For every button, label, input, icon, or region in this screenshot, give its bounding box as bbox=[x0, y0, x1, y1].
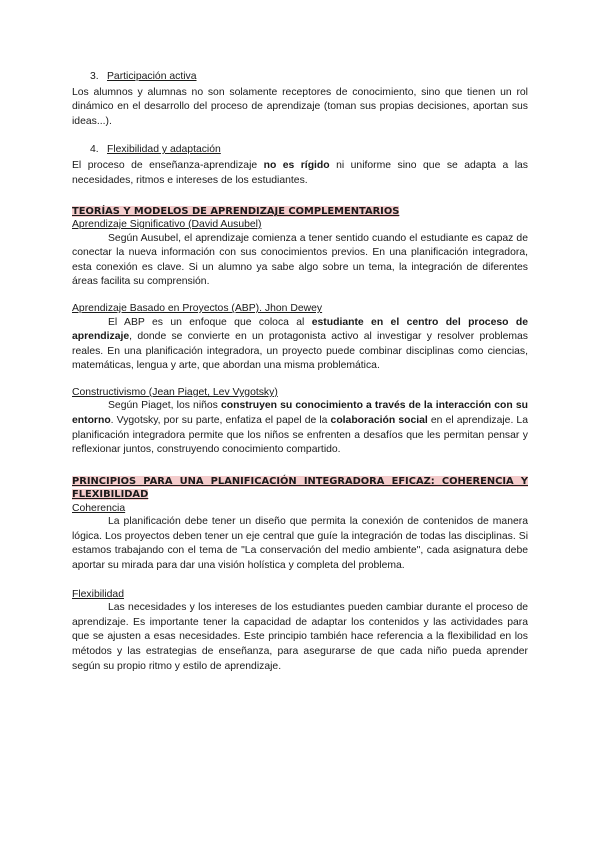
subtitle-constructivismo: Constructivismo (Jean Piaget, Lev Vygotsky) bbox=[72, 386, 278, 398]
list-item-participacion bbox=[72, 70, 528, 85]
bold-text: no es rígido bbox=[263, 159, 330, 171]
list-item-title: Participación activa bbox=[107, 71, 197, 82]
subtitle-coherencia: Coherencia bbox=[72, 502, 126, 514]
list-number: 4. bbox=[90, 144, 99, 156]
paragraph-abp: El ABP es un enfoque que coloca al estudiante en el centro del proceso de aprendizaje, donde se convierte en un protagonista activo al investigar y resolver problemas reales. En una planificación integradora, un proyecto puede combinar disciplinas como ciencias, matemáticas, lengua y arte, que abordan una misma problemática. bbox=[72, 316, 528, 372]
subtitle-abp: Aprendizaje Basado en Proyectos (ABP). Jhon Dewey bbox=[72, 303, 323, 315]
subtitle-flexibilidad: Flexibilidad bbox=[72, 588, 124, 600]
paragraph-ausubel: Según Ausubel, el aprendizaje comienza a tener sentido cuando el estudiante es capaz de conectar la nueva información con sus conocimientos previos. En una planificación integradora, esta conexión es clave. Si un alumno ya sabe algo sobre un tema, la integración de diferentes áreas facilita su comprensión. bbox=[72, 232, 528, 288]
list-item-flexibilidad bbox=[72, 143, 528, 158]
section-title-teorias: TEORÍAS Y MODELOS DE APRENDIZAJE COMPLEMENTARIOS bbox=[72, 206, 400, 218]
list-number: 3. bbox=[90, 71, 99, 82]
list-item-title: Flexibilidad y adaptación bbox=[107, 144, 221, 156]
paragraph-flexibilidad: Las necesidades y los intereses de los estudiantes pueden cambiar durante el proceso de aprendizaje. Es importante tener la capacidad de adaptar los contenidos y las actividades para que se ajusten a esas necesidades. Este principio también hace referencia a la flexibilidad en los métodos y las estrategias de enseñanza, para asegurarse de que cada niño pueda aprender según su propio ritmo y estilo de aprendizaje. bbox=[72, 602, 528, 672]
paragraph-coherencia: La planificación debe tener un diseño que permita la conexión de contenidos de manera lógica. Los proyectos deben tener un eje central que guíe la integración de todas las disciplinas. Si estamos trabajando con el tema de "La conservación del medio ambiente", cada asignatura debe aportar su mirada para dar una visión holística y completa del problema. bbox=[72, 516, 528, 572]
section-title-principios: PRINCIPIOS PARA UNA PLANIFICACIÓN INTEGRADORA EFICAZ: COHERENCIA Y FLEXIBILIDAD bbox=[72, 475, 528, 501]
bold-text: colaboración social bbox=[330, 415, 428, 426]
paragraph-flexibilidad-adaptacion: El proceso de enseñanza-aprendizaje no es rígido ni uniforme sino que se adapta a las necesidades, ritmos e intereses de los estudiantes. bbox=[72, 159, 528, 186]
paragraph-participacion: Los alumnos y alumnas no son solamente receptores de conocimiento, sino que tienen un rol dinámico en el desarrollo del proceso de aprendizaje (toman sus propias decisiones, aportan sus ideas...). bbox=[72, 86, 528, 127]
subtitle-ausubel: Aprendizaje Significativo (David Ausubel) bbox=[72, 219, 262, 231]
paragraph-constructivismo: Según Piaget, los niños construyen su conocimiento a través de la interacción con su entorno. Vygotsky, por su parte, enfatiza el papel de la colaboración social en el aprendizaje. La planificación integradora permite que los niños se enfrenten a desafíos que les permitan pensar y reflexionar juntos, construyendo conocimiento compartido. bbox=[72, 400, 528, 456]
bold-text: estudiante en el centro del proceso de aprendizaje bbox=[72, 316, 528, 343]
bold-text: construyen su conocimiento a través de la interacción con su entorno bbox=[72, 400, 528, 426]
